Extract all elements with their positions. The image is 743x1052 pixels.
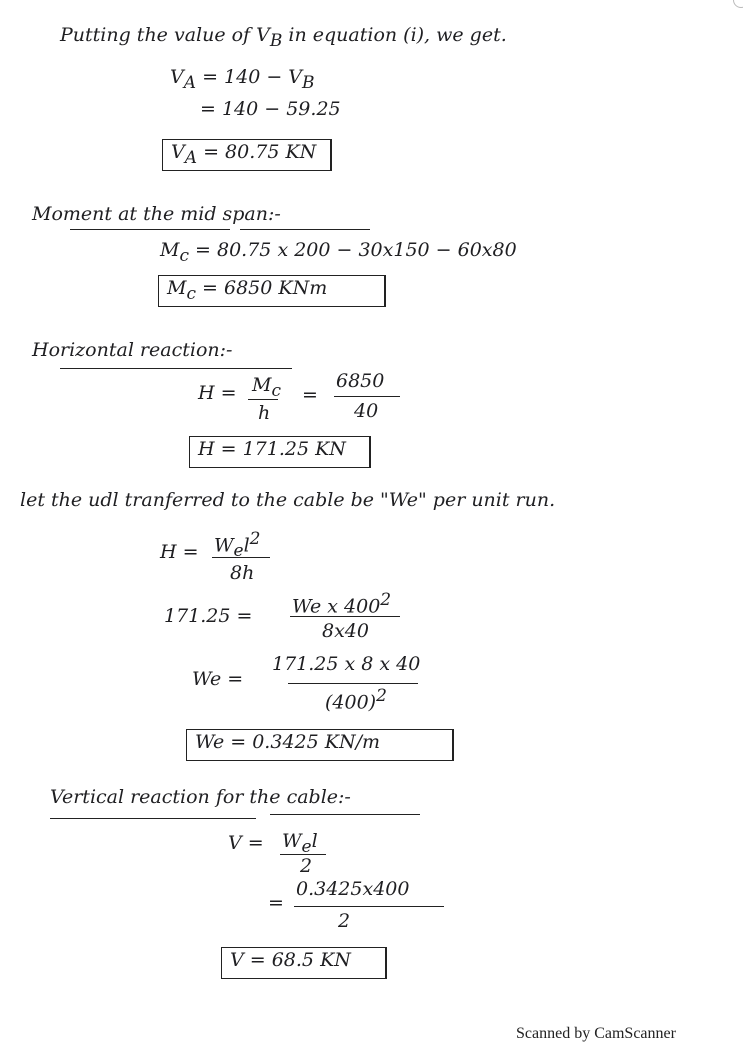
we-numerator: 171.25 x 8 x 40 bbox=[272, 653, 421, 675]
h-numerator-2: 6850 bbox=[336, 370, 385, 392]
eq3-lhs: 171.25 = bbox=[164, 605, 253, 627]
h-denominator-2: 40 bbox=[354, 400, 379, 422]
we-denominator: $(400)^2$ bbox=[325, 686, 387, 714]
v-lhs: V = bbox=[228, 832, 264, 854]
va-result-box: $V_A = 80.75$ KN bbox=[162, 139, 332, 171]
v-result-box: V = 68.5 KN bbox=[221, 947, 387, 979]
h-equals: = bbox=[302, 384, 318, 406]
intro-line: Putting the value of $V_B$ in equation (i), we get. bbox=[60, 24, 507, 51]
we-lhs: We = bbox=[192, 668, 244, 690]
v-numerator-2: 0.3425x400 bbox=[296, 878, 410, 900]
h-denominator: h bbox=[258, 402, 271, 424]
v-fraction-line-2 bbox=[294, 906, 444, 907]
h-result-box: H = 171.25 KN bbox=[189, 436, 371, 468]
h2-fraction-line bbox=[212, 557, 270, 558]
va-equation-1: $V_A = 140 - V_B$ bbox=[170, 66, 315, 93]
scanner-footer: Scanned by CamScanner bbox=[516, 1025, 676, 1042]
h-lhs: H = bbox=[198, 382, 237, 404]
v-denominator-2: 2 bbox=[338, 910, 351, 932]
moment-heading: Moment at the mid span:- bbox=[32, 203, 281, 225]
udl-line: let the udl tranferred to the cable be "We" per unit run. bbox=[20, 489, 556, 511]
v-denominator: 2 bbox=[300, 855, 313, 877]
moment-heading-underline bbox=[70, 229, 230, 230]
v-equals: = bbox=[268, 892, 284, 914]
v-numerator: $W_el$ bbox=[282, 830, 318, 857]
mc-result-box: $M_c = 6850$ KNm bbox=[158, 275, 386, 307]
vertical-heading-underline-2 bbox=[270, 814, 420, 815]
eq3-numerator: We x $400^2$ bbox=[292, 590, 392, 618]
h-fraction-line bbox=[248, 399, 278, 400]
mc-equation: $M_c = 80.75$ x 200 − 30x150 − 60x80 bbox=[160, 239, 517, 266]
vertical-heading-underline bbox=[50, 818, 256, 819]
h-fraction-line-2 bbox=[334, 396, 400, 397]
horizontal-heading-underline bbox=[60, 368, 292, 369]
horizontal-heading: Horizontal reaction:- bbox=[32, 339, 233, 361]
va-equation-2: = 140 − 59.25 bbox=[200, 98, 341, 120]
we-result-box: We = 0.3425 KN/m bbox=[186, 729, 454, 761]
vertical-heading: Vertical reaction for the cable:- bbox=[50, 786, 351, 808]
corner-mark bbox=[733, 0, 743, 8]
we-fraction-line bbox=[288, 683, 418, 684]
h-numerator: $M_c$ bbox=[252, 374, 281, 401]
eq3-fraction-line bbox=[290, 616, 400, 617]
h2-numerator: $W_el^2$ bbox=[214, 529, 261, 562]
eq3-denominator: 8x40 bbox=[322, 620, 369, 642]
h2-denominator: 8h bbox=[230, 562, 255, 584]
h2-lhs: H = bbox=[160, 541, 199, 563]
moment-heading-underline-2 bbox=[240, 229, 370, 230]
